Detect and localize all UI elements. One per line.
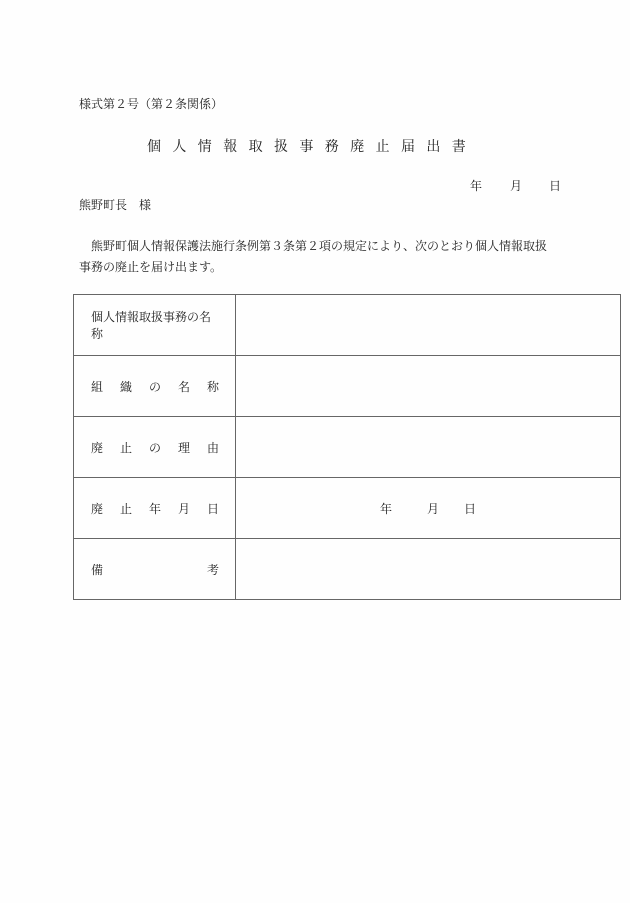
- table-row-office-name: [74, 295, 621, 356]
- row-label: 備 考: [74, 539, 236, 600]
- table-row-organization-name: [74, 356, 621, 417]
- day-label: 日: [549, 179, 562, 193]
- notification-form-table: [73, 294, 621, 600]
- row-label: 個人情報取扱事務の名称: [74, 295, 236, 356]
- document-title: 個人情報取扱事務廃止届出書: [147, 139, 478, 155]
- submission-date: [470, 177, 561, 194]
- table-row-abolition-date: [74, 478, 621, 539]
- office-name-field[interactable]: [236, 295, 621, 356]
- table-row-abolition-reason: [74, 417, 621, 478]
- addressee: 熊野町長 様: [79, 198, 152, 212]
- year-label: 年: [470, 179, 483, 193]
- form-number: 様式第２号（第２条関係）: [79, 97, 224, 111]
- organization-name-field[interactable]: [236, 356, 621, 417]
- body-text: 熊野町個人情報保護法施行条例第３条第２項の規定により、次のとおり個人情報取扱事務の廃止を届け出ます。: [79, 239, 548, 274]
- abolition-reason-field[interactable]: [236, 417, 621, 478]
- remarks-field[interactable]: [236, 539, 621, 600]
- row-label: 廃 止 年 月 日: [74, 478, 236, 539]
- month-label: 月: [510, 179, 523, 193]
- row-label: 組 織 の 名 称: [74, 356, 236, 417]
- abolition-date-field[interactable]: 年 月 日: [236, 478, 621, 539]
- row-label: 廃 止 の 理 由: [74, 417, 236, 478]
- table-row-remarks: [74, 539, 621, 600]
